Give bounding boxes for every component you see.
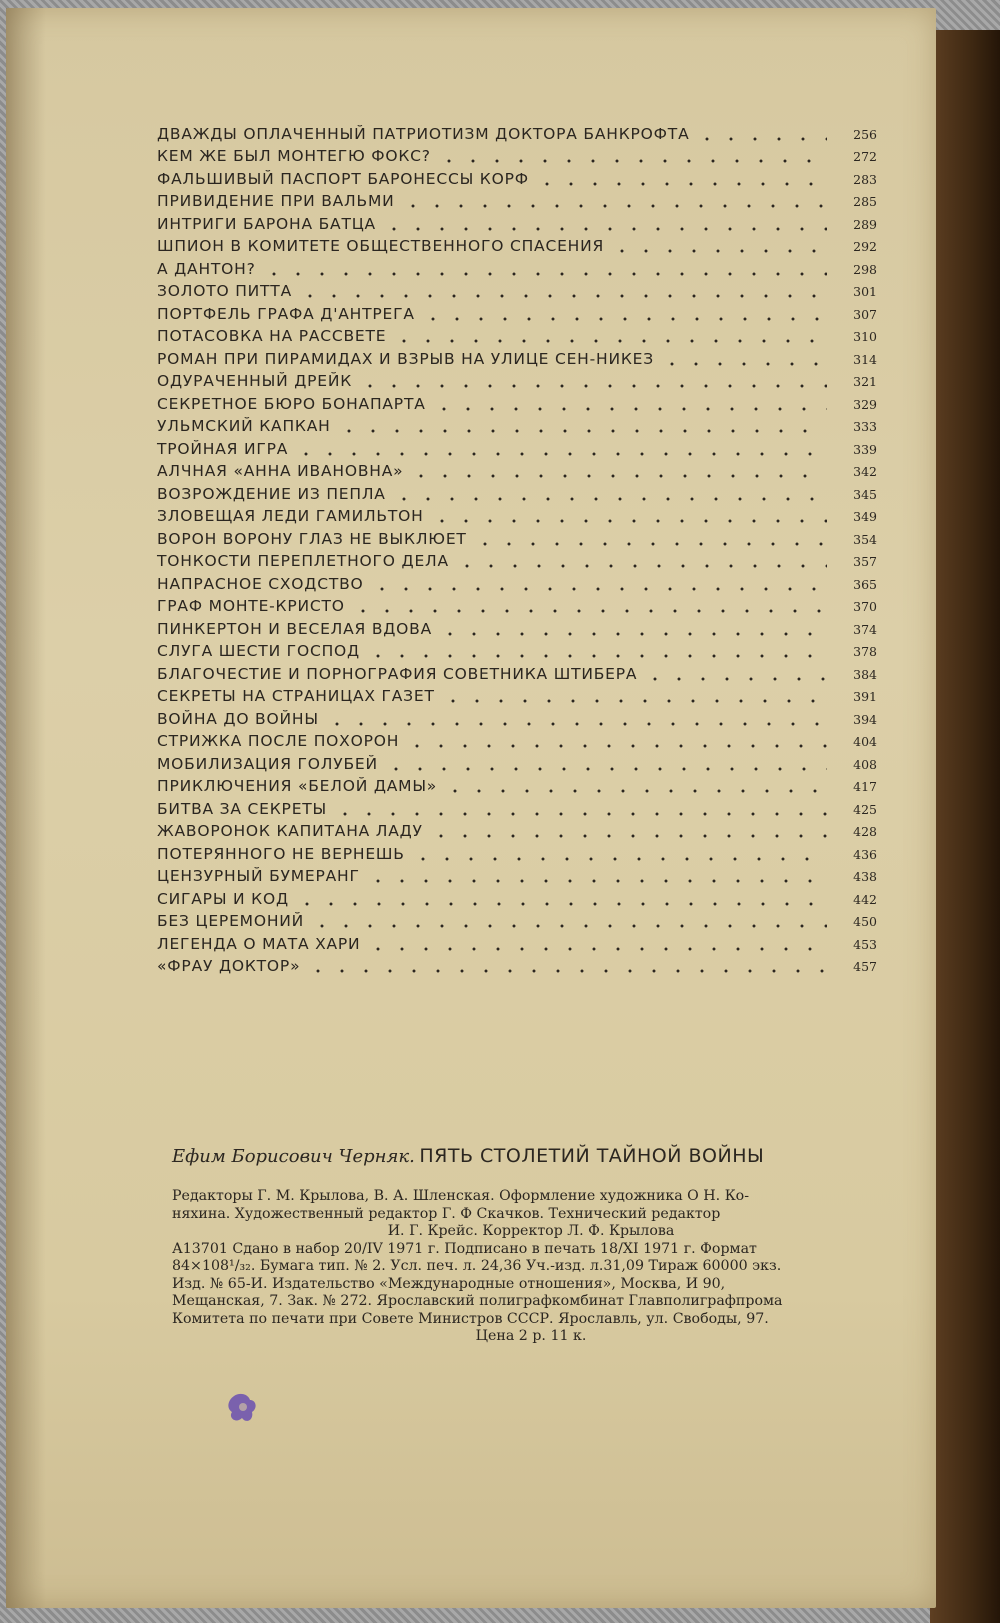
toc-leader-dots bbox=[443, 773, 827, 795]
toc-entry bbox=[157, 750, 877, 773]
toc-entry-page: 404 bbox=[853, 734, 877, 749]
toc-leader-dots bbox=[535, 166, 827, 188]
ink-stamp-mark bbox=[226, 1390, 260, 1428]
toc-entry-title: ДВАЖДЫ ОПЛАЧЕННЫЙ ПАТРИОТИЗМ ДОКТОРА БАНКРОФТА bbox=[157, 124, 690, 143]
toc-entry-title: ПОРТФЕЛЬ ГРАФА Д'АНТРЕГА bbox=[157, 304, 415, 323]
toc-leader-dots bbox=[295, 886, 827, 908]
toc-entry-title: БЛАГОЧЕСТИЕ И ПОРНОГРАФИЯ СОВЕТНИКА ШТИБЕРА bbox=[157, 664, 638, 683]
toc-entry bbox=[157, 503, 877, 526]
toc-entry-page: 370 bbox=[853, 599, 877, 614]
price-line: Цена 2 р. 11 к. bbox=[475, 1328, 587, 1344]
toc-leader-dots bbox=[294, 436, 827, 458]
toc-leader-dots bbox=[392, 481, 827, 503]
book-cover-edge bbox=[930, 30, 1000, 1623]
toc-entry-page: 314 bbox=[853, 351, 877, 367]
toc-entry-page: 272 bbox=[853, 149, 877, 164]
toc-entry-page: 425 bbox=[853, 801, 877, 817]
toc-leader-dots bbox=[351, 593, 827, 615]
toc-entry bbox=[157, 840, 877, 863]
toc-entry bbox=[157, 323, 877, 346]
toc-entry-title: ПРИВИДЕНИЕ ПРИ ВАЛЬМИ bbox=[157, 192, 395, 210]
toc-entry bbox=[157, 705, 877, 728]
colophon-line: Редакторы Г. М. Крылова, В. А. Шленская. Оформление художника О Н. Ко- bbox=[172, 1188, 750, 1204]
colophon-heading bbox=[172, 1145, 892, 1167]
toc-entry-title: ПОТАСОВКА НА РАССВЕТЕ bbox=[157, 327, 387, 345]
toc-entry bbox=[157, 908, 877, 931]
author-name: Ефим Борисович Черняк. bbox=[172, 1146, 415, 1167]
toc-entry bbox=[157, 390, 877, 413]
toc-entry-page: 436 bbox=[853, 846, 877, 862]
toc-entry bbox=[157, 818, 877, 841]
toc-leader-dots bbox=[366, 931, 827, 953]
colophon bbox=[172, 1188, 890, 1346]
toc-entry bbox=[157, 615, 877, 638]
toc-leader-dots bbox=[695, 121, 827, 143]
toc-leader-dots bbox=[421, 301, 827, 323]
toc-entry-title: ОДУРАЧЕННЫЙ ДРЕЙК bbox=[157, 372, 353, 390]
colophon-line: И. Г. Крейс. Корректор Л. Ф. Крылова bbox=[387, 1223, 675, 1239]
toc-entry-page: 342 bbox=[853, 464, 877, 479]
toc-entry-title: «ФРАУ ДОКТОР» bbox=[157, 957, 301, 975]
toc-entry bbox=[157, 683, 877, 706]
colophon-line: Изд. № 65-И. Издательство «Международные отношения», Москва, И 90, bbox=[172, 1275, 726, 1292]
toc-entry-title: ГРАФ МОНТЕ-КРИСТО bbox=[157, 597, 345, 615]
colophon-line: Комитета по печати при Совете Министров СССР. Ярославль, ул. Свободы, 97. bbox=[172, 1310, 769, 1327]
toc-entry-page: 391 bbox=[853, 689, 877, 704]
toc-entry-title: ТРОЙНАЯ ИГРА bbox=[157, 439, 289, 458]
toc-leader-dots bbox=[333, 796, 827, 818]
toc-entry-page: 339 bbox=[853, 441, 877, 457]
toc-entry-page: 345 bbox=[853, 486, 877, 502]
toc-entry-title: СЛУГА ШЕСТИ ГОСПОД bbox=[157, 642, 360, 660]
toc-entry-page: 374 bbox=[853, 621, 877, 637]
toc-entry bbox=[157, 143, 877, 166]
toc-leader-dots bbox=[306, 953, 827, 975]
colophon-line: 84×108¹/₃₂. Бумага тип. № 2. Усл. печ. л. 24,36 Уч.-изд. л.31,09 Тираж 60000 экз. bbox=[172, 1258, 782, 1274]
toc-entry-title: НАПРАСНОЕ СХОДСТВО bbox=[157, 574, 364, 593]
toc-entry-page: 289 bbox=[853, 216, 877, 232]
toc-entry-title: СЕКРЕТЫ НА СТРАНИЦАХ ГАЗЕТ bbox=[157, 687, 435, 705]
toc-entry-page: 365 bbox=[853, 576, 877, 592]
toc-entry-title: АЛЧНАЯ «АННА ИВАНОВНА» bbox=[157, 462, 404, 480]
toc-leader-dots bbox=[262, 256, 827, 278]
toc-leader-dots bbox=[358, 368, 827, 390]
toc-entry-title: ВОЗРОЖДЕНИЕ ИЗ ПЕПЛА bbox=[157, 484, 386, 503]
table-of-contents bbox=[157, 120, 877, 975]
toc-leader-dots bbox=[325, 706, 827, 728]
toc-entry bbox=[157, 863, 877, 886]
toc-entry-title: ЦЕНЗУРНЫЙ БУМЕРАНГ bbox=[157, 867, 360, 885]
toc-leader-dots bbox=[455, 548, 827, 570]
toc-entry-title: СИГАРЫ И КОД bbox=[157, 889, 289, 908]
toc-entry-page: 333 bbox=[853, 419, 877, 434]
toc-entry bbox=[157, 953, 877, 976]
toc-entry-title: БЕЗ ЦЕРЕМОНИЙ bbox=[157, 912, 305, 930]
toc-entry-page: 310 bbox=[853, 329, 877, 344]
toc-entry bbox=[157, 525, 877, 548]
toc-entry bbox=[157, 300, 877, 323]
toc-entry-title: ВОЙНА ДО ВОЙНЫ bbox=[157, 709, 319, 728]
toc-entry-page: 378 bbox=[853, 644, 877, 659]
toc-entry-page: 428 bbox=[853, 824, 877, 839]
toc-entry-title: ПИНКЕРТОН И ВЕСЕЛАЯ ВДОВА bbox=[157, 619, 433, 638]
toc-entry bbox=[157, 233, 877, 256]
toc-entry-page: 298 bbox=[853, 261, 877, 277]
toc-entry-page: 256 bbox=[853, 126, 877, 142]
toc-leader-dots bbox=[438, 616, 827, 638]
colophon-line: Мещанская, 7. Зак. № 272. Ярославский полиграфкомбинат Главполиграфпрома bbox=[172, 1293, 783, 1309]
toc-entry bbox=[157, 930, 877, 953]
toc-entry-title: СЕКРЕТНОЕ БЮРО БОНАПАРТА bbox=[157, 394, 426, 413]
toc-entry-page: 384 bbox=[853, 666, 877, 682]
toc-entry-title: ШПИОН В КОМИТЕТЕ ОБЩЕСТВЕННОГО СПАСЕНИЯ bbox=[157, 237, 605, 255]
toc-leader-dots bbox=[401, 188, 827, 210]
toc-entry-title: ИНТРИГИ БАРОНА БАТЦА bbox=[157, 214, 376, 233]
toc-entry-page: 417 bbox=[853, 779, 877, 794]
toc-entry bbox=[157, 435, 877, 458]
toc-entry-title: РОМАН ПРИ ПИРАМИДАХ И ВЗРЫВ НА УЛИЦЕ СЕН-НИКЕЗ bbox=[157, 349, 655, 368]
toc-leader-dots bbox=[411, 841, 827, 863]
toc-leader-dots bbox=[610, 233, 827, 255]
toc-entry-title: ФАЛЬШИВЫЙ ПАСПОРТ БАРОНЕССЫ КОРФ bbox=[157, 169, 529, 188]
toc-entry bbox=[157, 885, 877, 908]
toc-leader-dots bbox=[660, 346, 827, 368]
toc-entry bbox=[157, 165, 877, 188]
colophon-line: няхина. Художественный редактор Г. Ф Скачков. Технический редактор bbox=[172, 1205, 721, 1222]
toc-entry bbox=[157, 458, 877, 481]
toc-leader-dots bbox=[437, 143, 827, 165]
toc-entry-title: ПРИКЛЮЧЕНИЯ «БЕЛОЙ ДАМЫ» bbox=[157, 777, 438, 795]
toc-entry bbox=[157, 255, 877, 278]
toc-entry-page: 321 bbox=[853, 374, 877, 389]
toc-entry-page: 408 bbox=[853, 756, 877, 772]
toc-entry bbox=[157, 480, 877, 503]
toc-entry bbox=[157, 278, 877, 301]
toc-entry-page: 285 bbox=[853, 194, 877, 209]
toc-leader-dots bbox=[366, 638, 827, 660]
book-title: ПЯТЬ СТОЛЕТИЙ ТАЙНОЙ ВОЙНЫ bbox=[419, 1145, 765, 1167]
toc-entry bbox=[157, 593, 877, 616]
toc-entry-page: 354 bbox=[853, 531, 877, 547]
toc-leader-dots bbox=[405, 728, 827, 750]
toc-entry bbox=[157, 638, 877, 661]
toc-leader-dots bbox=[473, 526, 827, 548]
toc-leader-dots bbox=[382, 211, 827, 233]
toc-entry bbox=[157, 728, 877, 751]
toc-entry-page: 292 bbox=[853, 239, 877, 254]
toc-leader-dots bbox=[298, 278, 827, 300]
toc-entry-page: 329 bbox=[853, 396, 877, 412]
toc-entry-title: ТОНКОСТИ ПЕРЕПЛЕТНОГО ДЕЛА bbox=[157, 552, 449, 570]
toc-entry-page: 438 bbox=[853, 869, 877, 884]
toc-entry-title: БИТВА ЗА СЕКРЕТЫ bbox=[157, 799, 328, 818]
toc-leader-dots bbox=[432, 391, 827, 413]
toc-entry-title: А ДАНТОН? bbox=[157, 259, 256, 278]
toc-entry bbox=[157, 345, 877, 368]
toc-entry-page: 301 bbox=[853, 284, 877, 299]
toc-entry-page: 450 bbox=[853, 914, 877, 929]
toc-entry bbox=[157, 660, 877, 683]
toc-entry bbox=[157, 570, 877, 593]
toc-leader-dots bbox=[384, 751, 827, 773]
toc-leader-dots bbox=[409, 458, 827, 480]
toc-leader-dots bbox=[392, 323, 827, 345]
toc-leader-dots bbox=[366, 863, 827, 885]
toc-entry-title: МОБИЛИЗАЦИЯ ГОЛУБЕЙ bbox=[157, 754, 378, 773]
toc-leader-dots bbox=[441, 683, 827, 705]
toc-entry-title: ПОТЕРЯННОГО НЕ ВЕРНЕШЬ bbox=[157, 844, 405, 863]
toc-entry-title: ЗОЛОТО ПИТТА bbox=[157, 282, 292, 300]
toc-entry bbox=[157, 368, 877, 391]
toc-entry bbox=[157, 548, 877, 571]
toc-entry bbox=[157, 413, 877, 436]
toc-entry-page: 357 bbox=[853, 554, 877, 569]
toc-entry-title: СТРИЖКА ПОСЛЕ ПОХОРОН bbox=[157, 732, 400, 750]
toc-entry bbox=[157, 795, 877, 818]
toc-leader-dots bbox=[429, 818, 827, 840]
toc-leader-dots bbox=[430, 503, 827, 525]
toc-entry-page: 349 bbox=[853, 509, 877, 524]
toc-leader-dots bbox=[370, 571, 827, 593]
toc-leader-dots bbox=[310, 908, 827, 930]
toc-entry bbox=[157, 188, 877, 211]
toc-leader-dots bbox=[643, 661, 827, 683]
page-gutter-shadow bbox=[6, 8, 46, 1608]
toc-entry-page: 283 bbox=[853, 171, 877, 187]
toc-entry-title: ЗЛОВЕЩАЯ ЛЕДИ ГАМИЛЬТОН bbox=[157, 507, 424, 525]
toc-entry-title: УЛЬМСКИЙ КАПКАН bbox=[157, 417, 331, 435]
toc-entry-title: ЖАВОРОНОК КАПИТАНА ЛАДУ bbox=[157, 822, 423, 840]
toc-entry bbox=[157, 210, 877, 233]
toc-entry-page: 307 bbox=[853, 306, 877, 322]
toc-entry-page: 394 bbox=[853, 711, 877, 727]
toc-entry-title: ВОРОН ВОРОНУ ГЛАЗ НЕ ВЫКЛЮЕТ bbox=[157, 529, 467, 548]
toc-entry-page: 453 bbox=[853, 936, 877, 952]
toc-entry-title: КЕМ ЖЕ БЫЛ МОНТЕГЮ ФОКС? bbox=[157, 147, 431, 165]
toc-leader-dots bbox=[337, 413, 827, 435]
toc-entry bbox=[157, 773, 877, 796]
toc-entry bbox=[157, 120, 877, 143]
toc-entry-page: 442 bbox=[853, 891, 877, 907]
toc-entry-title: ЛЕГЕНДА О МАТА ХАРИ bbox=[157, 934, 361, 953]
colophon-line: А13701 Сдано в набор 20/IV 1971 г. Подписано в печать 18/XI 1971 г. Формат bbox=[172, 1240, 757, 1257]
toc-entry-page: 457 bbox=[853, 959, 877, 974]
